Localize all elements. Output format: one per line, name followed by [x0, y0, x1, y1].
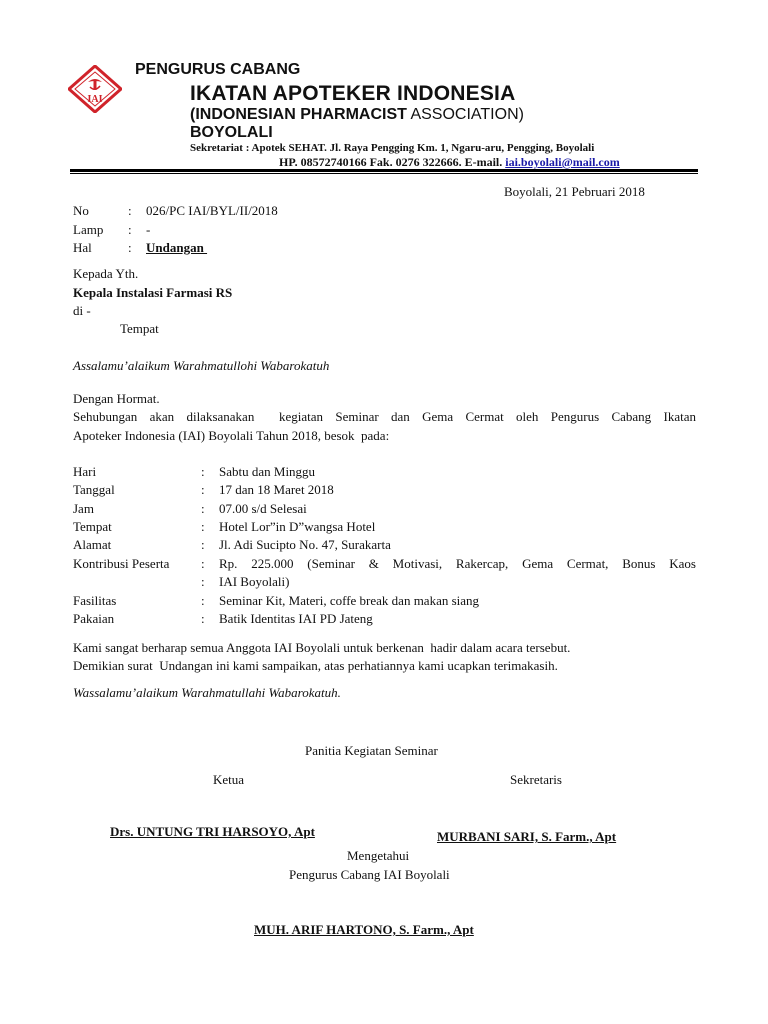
greeting: Assalamu’alaikum Warahmatullohi Wabarokatuh — [73, 358, 330, 373]
letterhead-line1: PENGURUS CABANG — [135, 61, 301, 78]
detail-label: Kontribusi Peserta — [73, 556, 170, 571]
signature-sekretaris-title: Sekretaris — [510, 772, 562, 787]
detail-colon: : — [201, 574, 205, 589]
signature-ketua-title: Ketua — [213, 772, 245, 787]
signature-mengetahui: Mengetahui — [347, 848, 410, 863]
meta-label: Lamp — [73, 222, 104, 237]
signature-ketua-name: Drs. UNTUNG TRI HARSOYO, Apt — [110, 824, 315, 839]
email-link[interactable]: iai.boyolali@mail.com — [505, 155, 620, 169]
detail-colon: : — [201, 537, 205, 552]
body-paragraph-line1: Sehubungan akan dilaksanakan kegiatan Seminar dan Gema Cermat oleh Pengurus Cabang Ikatan — [73, 409, 696, 424]
detail-value: Jl. Adi Sucipto No. 47, Surakarta — [219, 537, 391, 552]
detail-colon: : — [201, 593, 205, 608]
letterhead-line3-normal: ASSOCIATION) — [406, 106, 524, 123]
date-line: Boyolali, 21 Pebruari 2018 — [504, 184, 645, 199]
detail-colon: : — [201, 556, 205, 571]
meta-label: No — [73, 203, 89, 218]
letterhead-city: BOYOLALI — [190, 124, 273, 141]
recipient-di: di - — [73, 303, 91, 318]
iai-logo — [68, 65, 122, 113]
detail-label: Hari — [73, 464, 97, 479]
detail-colon: : — [201, 482, 205, 497]
letterhead-rule-thin — [70, 173, 698, 174]
signature-ketua-cabang-name: MUH. ARIF HARTONO, S. Farm., Apt — [254, 922, 474, 937]
closing-line1: Kami sangat berharap semua Anggota IAI Boyolali untuk berkenan hadir dalam acara tersebut. — [73, 640, 571, 655]
meta-label: Hal — [73, 240, 92, 255]
detail-label: Pakaian — [73, 611, 115, 626]
meta-colon: : — [128, 240, 132, 255]
recipient-to: Kepada Yth. — [73, 266, 139, 281]
letterhead-rule-thick — [70, 169, 698, 172]
detail-colon: : — [201, 501, 205, 516]
detail-value: 17 dan 18 Maret 2018 — [219, 482, 334, 497]
detail-colon: : — [201, 611, 205, 626]
meta-value-subject: Undangan — [146, 240, 208, 255]
meta-colon: : — [128, 222, 132, 237]
detail-value: Batik Identitas IAI PD Jateng — [219, 611, 373, 626]
detail-value: Hotel Lor”in D”wangsa Hotel — [219, 519, 376, 534]
recipient-name: Kepala Instalasi Farmasi RS — [73, 285, 233, 300]
letterhead-line3 — [190, 106, 524, 124]
detail-label: Alamat — [73, 537, 112, 552]
detail-label: Fasilitas — [73, 593, 117, 608]
contact-text: HP. 08572740166 Fak. 0276 322666. E-mail. — [279, 155, 506, 169]
letterhead-contact — [279, 155, 620, 170]
detail-colon: : — [201, 464, 205, 479]
letterhead-line3-bold: (INDONESIAN PHARMACIST — [190, 106, 407, 123]
detail-value: Sabtu dan Minggu — [219, 464, 316, 479]
detail-label: Tanggal — [73, 482, 115, 497]
closing-salam: Wassalamu’alaikum Warahmatullahi Wabarokatuh. — [73, 685, 341, 700]
detail-colon: : — [201, 519, 205, 534]
meta-value: - — [146, 222, 151, 237]
detail-value: IAI Boyolali) — [219, 574, 290, 589]
closing-line2: Demikian surat Undangan ini kami sampaikan, atas perhatiannya kami ucapkan terimakasih. — [73, 658, 558, 673]
signature-pengurus: Pengurus Cabang IAI Boyolali — [289, 867, 450, 882]
letterhead-address: Sekretariat : Apotek SEHAT. Jl. Raya Pengging Km. 1, Ngaru-aru, Pengging, Boyolali — [190, 142, 595, 154]
detail-value-contribution: Rp. 225.000 (Seminar & Motivasi, Rakercap, Gema Cermat, Bonus Kaos — [219, 556, 696, 571]
letterhead-org-name: IKATAN APOTEKER INDONESIA — [190, 82, 516, 105]
detail-value: 07.00 s/d Selesai — [219, 501, 307, 516]
signature-committee: Panitia Kegiatan Seminar — [305, 743, 438, 758]
recipient-place: Tempat — [120, 321, 159, 336]
meta-value: 026/PC IAI/BYL/II/2018 — [146, 203, 278, 218]
signature-sekretaris-name: MURBANI SARI, S. Farm., Apt — [437, 829, 617, 844]
detail-value: Seminar Kit, Materi, coffe break dan makan siang — [219, 593, 480, 608]
meta-colon: : — [128, 203, 132, 218]
logo-text: IAI — [87, 94, 103, 105]
detail-label: Tempat — [73, 519, 112, 534]
body-paragraph-line2: Apoteker Indonesia (IAI) Boyolali Tahun 2018, besok pada: — [73, 428, 390, 443]
opening: Dengan Hormat. — [73, 391, 160, 406]
detail-label: Jam — [73, 501, 94, 516]
